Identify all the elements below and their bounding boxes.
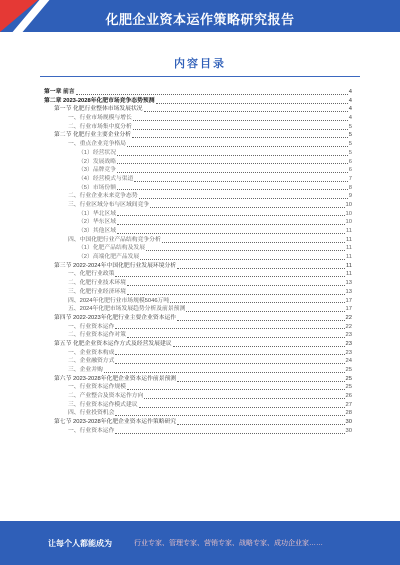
toc-entry-page: 25: [345, 384, 352, 391]
toc-entry-page: 23: [345, 349, 352, 356]
toc-leader-dots: [115, 350, 344, 355]
toc-entry-label: （2）高端化肥产品发展: [78, 254, 140, 261]
toc-entry-page: 4: [348, 106, 352, 113]
toc-entry[interactable]: [44, 131, 352, 140]
toc-entry-page: 11: [345, 228, 352, 234]
toc-entry-label: 第七节 2023-2028年化肥企业资本运作策略研究: [54, 419, 177, 426]
toc-entry[interactable]: [44, 427, 352, 436]
toc-entry-page: 11: [345, 245, 352, 252]
toc-entry-label: （1）化肥产品结构及发展: [78, 245, 145, 252]
toc-leader-dots: [117, 159, 348, 164]
toc-entry-label: 三、化肥行业经济环境: [68, 288, 126, 295]
toc-leader-dots: [117, 185, 348, 190]
toc-entry[interactable]: [44, 114, 352, 123]
toc-entry-label: 第一节 化肥行业整体市场发展状况: [54, 106, 143, 113]
table-of-contents: [44, 88, 352, 436]
toc-entry-label: （1）经营状况: [78, 149, 117, 156]
toc-entry-label: 一、行业资本运作: [68, 427, 115, 434]
toc-leader-dots: [115, 359, 344, 364]
toc-entry-label: 二、行业企业未来竞争态势: [68, 193, 138, 200]
footer-slogan: 让每个人都能成为: [48, 539, 112, 548]
toc-entry[interactable]: [44, 262, 352, 271]
toc-entry-page: 17: [345, 297, 352, 304]
toc-entry[interactable]: [44, 409, 352, 418]
toc-entry-label: 二、企业融资方式: [68, 358, 115, 365]
toc-entry-label: 三、行业区域分布与区域间竞争: [68, 201, 150, 208]
toc-leader-dots: [139, 403, 345, 408]
toc-entry[interactable]: [44, 314, 352, 323]
toc-entry-page: 4: [348, 89, 352, 95]
toc-entry-page: 7: [348, 175, 352, 182]
toc-entry[interactable]: [44, 357, 352, 366]
toc-entry-page: 22: [345, 314, 352, 321]
report-footer: [0, 521, 400, 565]
toc-entry-label: 第一章 前言: [44, 89, 75, 95]
toc-entry-label: （3）品牌竞争: [78, 167, 117, 174]
toc-leader-dots: [117, 151, 348, 156]
toc-entry[interactable]: [44, 201, 352, 210]
toc-leader-dots: [115, 272, 345, 277]
toc-entry-label: 五、2024年化肥市场发展趋势分析及前景预测: [68, 306, 186, 313]
toc-entry[interactable]: [44, 340, 352, 349]
toc-leader-dots: [146, 246, 345, 251]
toc-entry-label: 第六节 2023-2028年化肥企业资本运作前景预测: [54, 375, 177, 382]
toc-entry[interactable]: [44, 366, 352, 375]
toc-leader-dots: [117, 220, 345, 225]
toc-entry-label: 二、化肥行业技术环境: [68, 280, 126, 287]
toc-entry[interactable]: [44, 279, 352, 288]
toc-entry[interactable]: [44, 149, 352, 158]
toc-entry-page: 30: [345, 419, 352, 426]
toc-entry-page: 13: [345, 288, 352, 295]
toc-entry[interactable]: [44, 392, 352, 401]
toc-entry[interactable]: [44, 297, 352, 306]
toc-entry-page: 27: [345, 401, 352, 408]
toc-entry-label: 三、企业并购: [68, 367, 103, 373]
toc-entry-label: 二、产业整合及资本运作方向: [68, 393, 144, 400]
toc-leader-dots: [133, 116, 348, 121]
toc-entry-label: 一、行业资本运作: [68, 323, 115, 330]
toc-entry[interactable]: [44, 192, 352, 201]
toc-entry[interactable]: [44, 401, 352, 410]
toc-entry-page: 17: [345, 306, 352, 313]
toc-entry-label: （2）华东区域: [78, 219, 117, 226]
toc-entry-page: 24: [345, 358, 352, 365]
toc-entry-label: （3）其他区域: [78, 228, 117, 234]
toc-leader-dots: [117, 229, 345, 234]
toc-leader-dots: [127, 333, 345, 338]
toc-entry-page: 5: [348, 132, 352, 139]
toc-leader-dots: [139, 194, 348, 199]
toc-title: 内容目录: [174, 58, 226, 70]
toc-entry-label: （4）经营模式与渠道: [78, 175, 134, 182]
toc-entry-label: 一、重点企业竞争格局: [68, 141, 126, 148]
toc-leader-dots: [127, 281, 345, 286]
toc-leader-dots: [186, 307, 344, 312]
toc-entry-page: 25: [345, 375, 352, 382]
toc-entry[interactable]: [44, 349, 352, 358]
toc-leader-dots: [144, 107, 348, 112]
toc-entry[interactable]: [44, 218, 352, 227]
toc-leader-dots: [115, 324, 344, 329]
toc-entry[interactable]: [44, 305, 352, 314]
toc-entry[interactable]: [44, 375, 352, 384]
toc-entry-label: 四、行业投资机会: [68, 410, 115, 417]
toc-leader-dots: [173, 342, 345, 347]
toc-entry[interactable]: [44, 184, 352, 193]
toc-entry-page: 6: [348, 167, 352, 174]
toc-leader-dots: [177, 264, 345, 269]
toc-entry-page: 11: [345, 254, 352, 261]
toc-entry-page: 8: [348, 184, 352, 191]
toc-leader-dots: [162, 238, 345, 243]
toc-leader-dots: [177, 316, 344, 321]
toc-entry-page: 11: [345, 236, 352, 243]
toc-entry[interactable]: [44, 227, 352, 236]
toc-leader-dots: [132, 133, 348, 138]
toc-entry[interactable]: [44, 140, 352, 149]
toc-entry-label: （2）发展战略: [78, 158, 117, 165]
toc-leader-dots: [117, 168, 348, 173]
toc-entry-page: 22: [345, 323, 352, 330]
toc-leader-dots: [117, 211, 345, 216]
toc-entry-page: 11: [345, 271, 352, 278]
toc-entry-page: 28: [345, 410, 352, 417]
toc-entry[interactable]: [44, 253, 352, 262]
toc-leader-dots: [144, 394, 344, 399]
toc-entry-page: 5: [348, 123, 352, 130]
toc-entry-page: 10: [345, 201, 352, 208]
toc-entry-label: 第四节 2022-2023年化肥行业主要企业资本运作: [54, 314, 177, 321]
toc-entry-label: 第三节 2022-2024年中国化肥行业发展环境分析: [54, 262, 177, 269]
toc-leader-dots: [177, 420, 344, 425]
toc-entry-page: 6: [348, 158, 352, 165]
toc-entry-label: 一、行业市场规模与增长: [68, 115, 132, 122]
toc-entry[interactable]: [44, 331, 352, 340]
toc-entry-page: 23: [345, 332, 352, 339]
toc-entry-page: 25: [345, 367, 352, 373]
toc-entry-label: （5）市场份额: [78, 184, 117, 191]
toc-entry[interactable]: [44, 158, 352, 167]
toc-entry-label: 第二章 2023-2028年化肥市场竞争态势预测: [44, 97, 155, 104]
toc-entry-page: 4: [348, 97, 352, 104]
toc-leader-dots: [115, 429, 344, 434]
report-title: 化肥企业资本运作策略研究报告: [105, 12, 295, 27]
toc-leader-dots: [127, 385, 345, 390]
toc-entry-page: 10: [345, 219, 352, 226]
toc-entry-label: 三、行业资本运作模式建议: [68, 401, 138, 408]
toc-entry-label: 第五节 化肥企业资本运作方式及经营发展建议: [54, 340, 172, 347]
toc-entry-page: 30: [345, 427, 352, 434]
toc-entry[interactable]: [44, 270, 352, 279]
toc-leader-dots: [134, 177, 347, 182]
toc-entry[interactable]: [44, 323, 352, 332]
toc-entry-page: 9: [348, 193, 352, 200]
footer-tags: 行业专家、管理专家、营销专家、战略专家、成功企业家……: [134, 540, 323, 547]
toc-entry[interactable]: [44, 383, 352, 392]
toc-entry[interactable]: [44, 123, 352, 132]
toc-entry-page: 13: [345, 280, 352, 287]
toc-entry-label: 二、行业资本运作对策: [68, 332, 126, 339]
toc-leader-dots: [150, 203, 344, 208]
toc-entry-label: 四、中国化肥行业产品结构竞争分析: [68, 236, 161, 243]
toc-entry-page: 4: [348, 115, 352, 122]
toc-entry[interactable]: [44, 244, 352, 253]
toc-leader-dots: [104, 368, 345, 373]
toc-leader-dots: [76, 90, 348, 95]
toc-divider: [40, 76, 360, 77]
toc-entry-label: 一、行业资本运作规模: [68, 384, 126, 391]
toc-leader-dots: [133, 125, 348, 130]
toc-entry-label: 四、2024年化肥行业市场规模5046万吨: [68, 297, 170, 304]
toc-entry-page: 23: [345, 340, 352, 347]
toc-entry-page: 5: [348, 149, 352, 156]
toc-entry[interactable]: [44, 97, 352, 106]
toc-entry-label: （1）华北区域: [78, 210, 117, 217]
toc-entry-page: 10: [345, 210, 352, 217]
toc-entry-page: 26: [345, 393, 352, 400]
toc-entry[interactable]: [44, 418, 352, 427]
toc-entry[interactable]: [44, 166, 352, 175]
toc-leader-dots: [177, 377, 344, 382]
report-header: [0, 0, 400, 32]
toc-leader-dots: [170, 298, 344, 303]
toc-leader-dots: [127, 142, 348, 147]
toc-entry-label: 第二节 化肥行业主要企业分析: [54, 132, 131, 139]
toc-entry-page: 5: [348, 141, 352, 148]
toc-leader-dots: [127, 290, 345, 295]
toc-entry-label: 二、行业市场集中度分析: [68, 123, 132, 130]
toc-entry-label: 一、企业资本构成: [68, 349, 115, 356]
toc-leader-dots: [156, 99, 348, 104]
toc-entry[interactable]: [44, 105, 352, 114]
toc-entry-label: 一、化肥行业政策: [68, 271, 115, 278]
toc-leader-dots: [140, 255, 345, 260]
toc-entry[interactable]: [44, 236, 352, 245]
toc-entry[interactable]: [44, 288, 352, 297]
toc-entry[interactable]: [44, 88, 352, 97]
toc-entry[interactable]: [44, 175, 352, 184]
toc-entry-page: 11: [345, 262, 352, 269]
toc-entry[interactable]: [44, 210, 352, 219]
toc-leader-dots: [115, 411, 344, 416]
